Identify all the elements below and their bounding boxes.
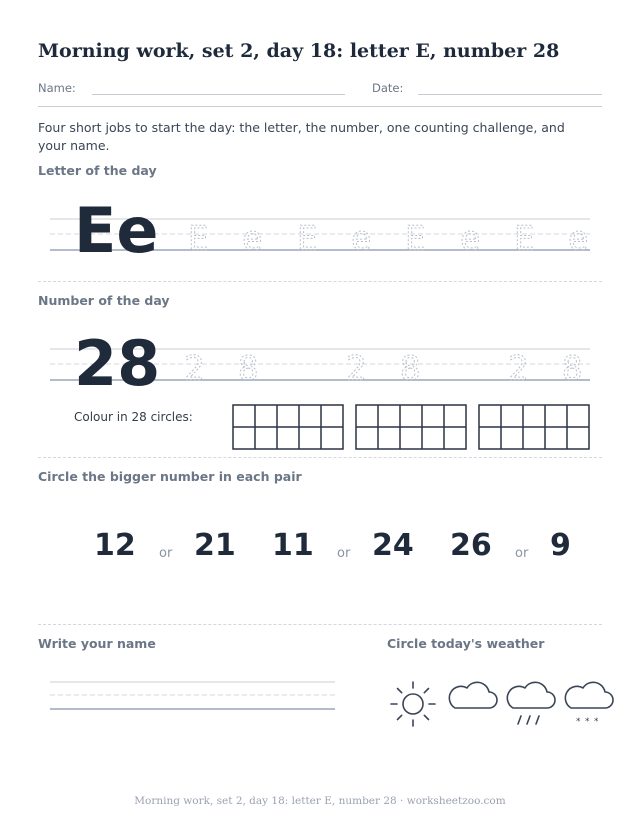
trace-digit: 8 bbox=[238, 349, 259, 389]
trace-digit: 2 bbox=[346, 349, 367, 389]
letter-writing-lines bbox=[0, 195, 640, 265]
trace-digit: 8 bbox=[562, 349, 583, 389]
number-section-heading: Number of the day bbox=[38, 293, 170, 308]
name-section-heading: Write your name bbox=[38, 636, 156, 651]
sun-icon[interactable] bbox=[389, 680, 437, 728]
section-divider bbox=[38, 624, 602, 625]
trace-letter: e bbox=[351, 219, 372, 259]
trace-letter: E bbox=[297, 219, 318, 259]
letter-model: Ee bbox=[74, 194, 159, 267]
letter-section-heading: Letter of the day bbox=[38, 163, 157, 178]
date-field-line[interactable] bbox=[418, 94, 602, 95]
section-divider bbox=[38, 457, 602, 458]
or-word: or bbox=[337, 546, 351, 561]
section-divider bbox=[38, 281, 602, 282]
number-writing-lines bbox=[0, 325, 640, 400]
trace-letter: e bbox=[242, 219, 263, 259]
trace-letter: E bbox=[188, 219, 209, 259]
name-field-line[interactable] bbox=[92, 94, 345, 95]
ten-frame[interactable] bbox=[479, 405, 589, 449]
intro-text: Four short jobs to start the day: the letter, the number, one counting challenge, and your name. bbox=[38, 120, 565, 153]
date-label: Date: bbox=[372, 81, 404, 95]
compare-number[interactable]: 11 bbox=[272, 528, 314, 563]
name-label: Name: bbox=[38, 81, 76, 95]
trace-digit: 2 bbox=[508, 349, 529, 389]
rain-cloud-icon[interactable] bbox=[503, 680, 557, 728]
ten-frames bbox=[232, 404, 592, 454]
header-divider bbox=[38, 106, 602, 107]
page-footer: Morning work, set 2, day 18: letter E, number 28 · worksheetzoo.com bbox=[134, 795, 506, 807]
or-word: or bbox=[159, 546, 173, 561]
name-writing-lines[interactable] bbox=[50, 676, 350, 716]
trace-digit: 2 bbox=[184, 349, 205, 389]
cloud-icon[interactable] bbox=[445, 680, 499, 714]
or-word: or bbox=[515, 546, 529, 561]
compare-number[interactable]: 26 bbox=[450, 528, 492, 563]
trace-letter: e bbox=[460, 219, 481, 259]
compare-section-heading: Circle the bigger number in each pair bbox=[38, 469, 302, 484]
number-model: 28 bbox=[74, 327, 161, 400]
colour-circles-label: Colour in 28 circles: bbox=[74, 410, 193, 424]
compare-number[interactable]: 21 bbox=[194, 528, 236, 563]
weather-section-heading: Circle today's weather bbox=[387, 636, 545, 651]
trace-letter: e bbox=[568, 219, 589, 259]
compare-number[interactable]: 24 bbox=[372, 528, 414, 563]
trace-letter: E bbox=[405, 219, 426, 259]
trace-digit: 8 bbox=[400, 349, 421, 389]
svg-text:*: * bbox=[576, 717, 581, 727]
trace-letter: E bbox=[514, 219, 535, 259]
page-title: Morning work, set 2, day 18: letter E, number 28 bbox=[38, 40, 560, 62]
svg-text:*: * bbox=[585, 717, 590, 727]
ten-frame[interactable] bbox=[233, 405, 343, 449]
compare-number[interactable]: 9 bbox=[550, 528, 571, 563]
compare-number[interactable]: 12 bbox=[94, 528, 136, 563]
ten-frame[interactable] bbox=[356, 405, 466, 449]
snow-cloud-icon[interactable] bbox=[561, 680, 615, 728]
svg-text:*: * bbox=[594, 717, 599, 727]
